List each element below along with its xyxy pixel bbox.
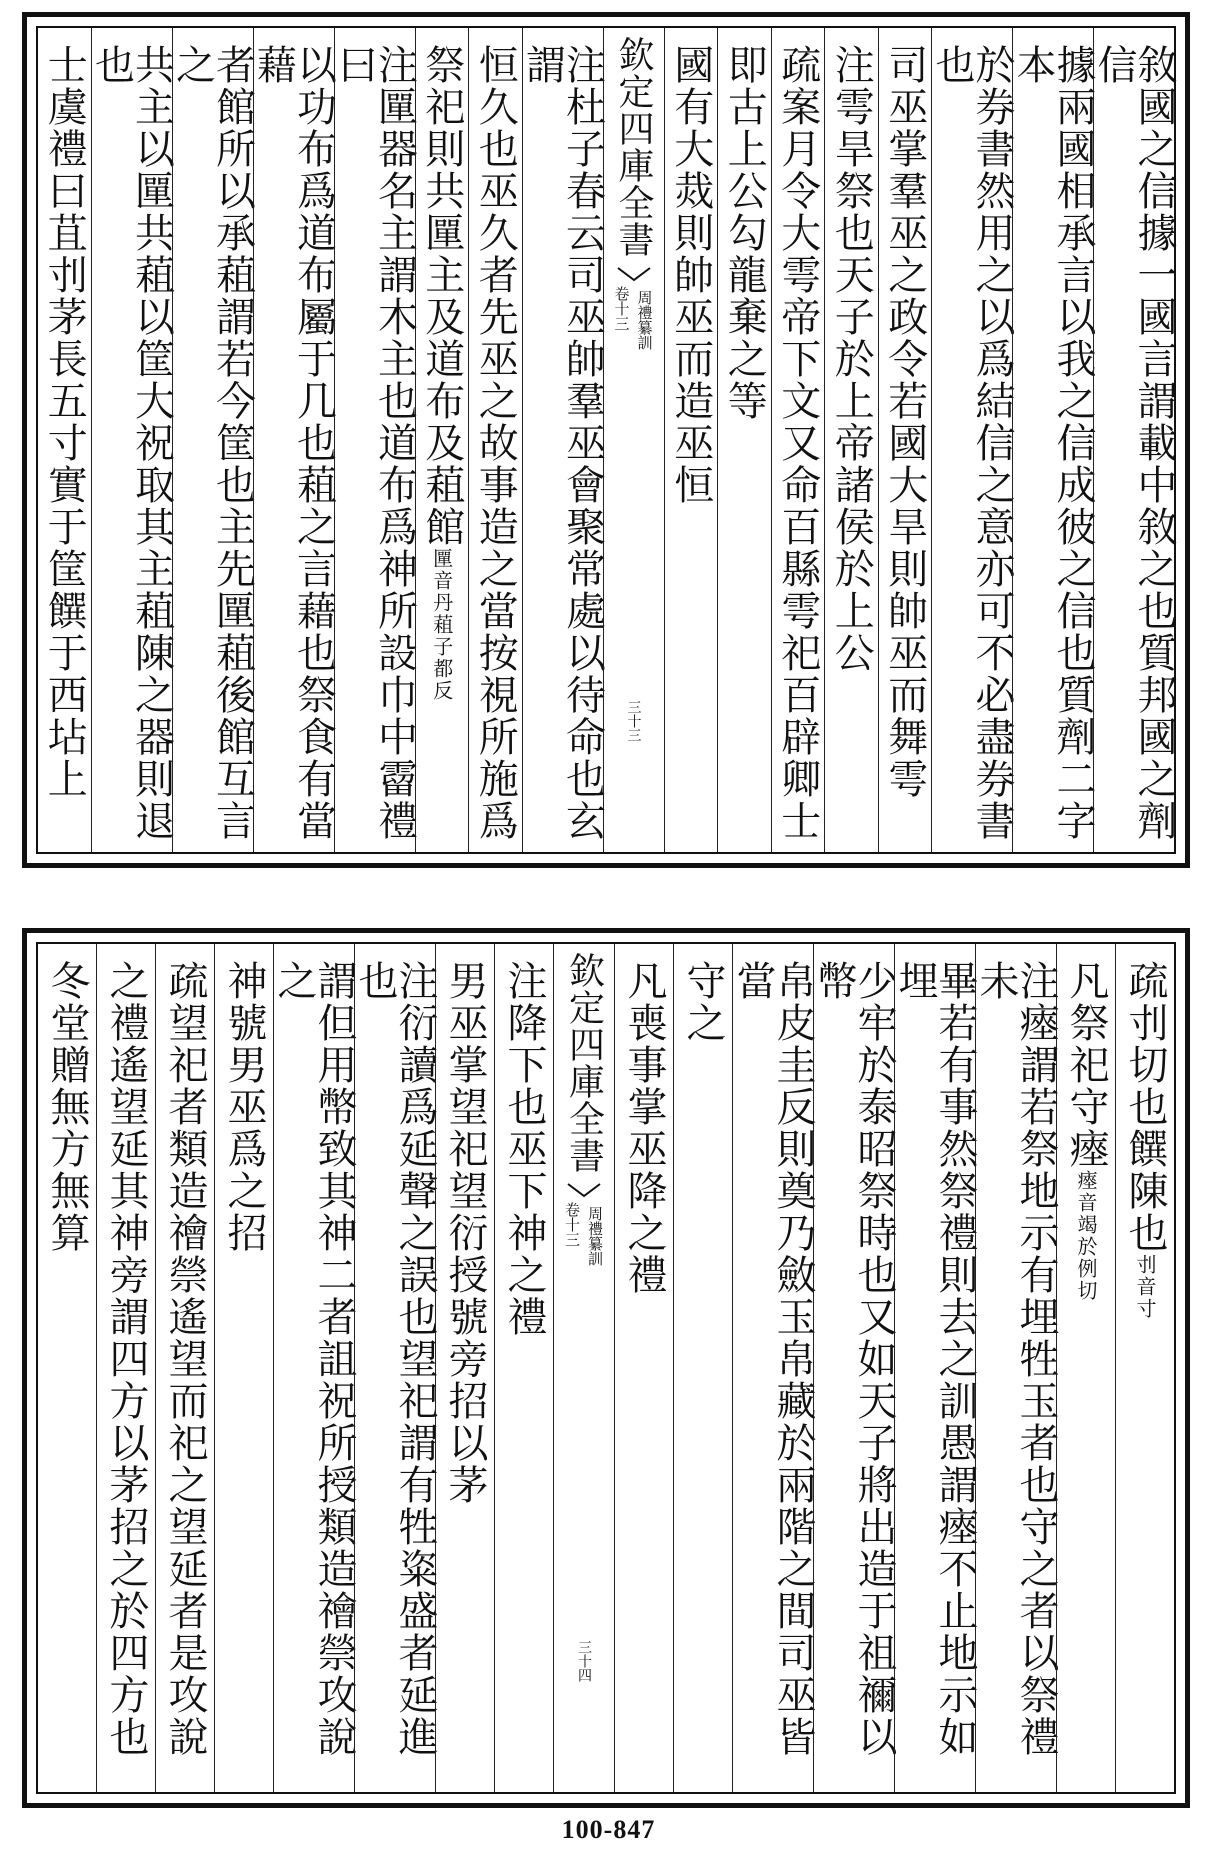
text-column <box>664 28 718 852</box>
text-column <box>38 28 91 852</box>
text-columns <box>38 944 1174 1792</box>
main-text: 凡祭祀守瘞 <box>1063 960 1109 1170</box>
text-column <box>415 28 469 852</box>
page-footer-number: 100-847 <box>561 1815 656 1844</box>
text-column <box>331 28 418 852</box>
text-column <box>435 944 494 1792</box>
text-column <box>169 28 256 852</box>
main-text: 疏刌切也饌陳也 <box>1122 960 1168 1254</box>
page-frame <box>36 26 1176 854</box>
book-title: 周禮纂訓 <box>635 290 654 350</box>
main-text: 敘國之信據一國言謂載中敘之也質邦國之劑信 <box>1091 44 1177 842</box>
main-text: 即古上公勾龍棄之等 <box>721 44 768 422</box>
column-text <box>352 960 438 1792</box>
text-column <box>811 944 897 1792</box>
text-column <box>494 944 553 1792</box>
column-text <box>44 960 90 1792</box>
main-text: 畢若有事然祭禮則去之訓愚謂瘞不止地示如埋 <box>892 960 978 1758</box>
text-column <box>673 944 732 1792</box>
column-text <box>519 44 606 852</box>
main-text: 男巫掌望祀望衍授號旁招以茅 <box>442 960 488 1506</box>
column-text <box>162 960 208 1792</box>
column-text <box>621 960 667 1792</box>
main-text: 恒久也巫久者先巫之故事造之當按視所施爲 <box>472 44 519 842</box>
folio-number: 三十三 <box>625 700 642 742</box>
column-text <box>41 44 88 852</box>
column-text <box>501 960 547 1792</box>
column-text <box>721 44 768 852</box>
collection-title: 欽定四庫全書 <box>563 952 605 1174</box>
text-column <box>929 28 1015 852</box>
column-text <box>250 44 337 852</box>
fishtail-mark-icon <box>617 266 651 282</box>
column-text <box>1091 44 1177 852</box>
text-column <box>519 28 606 852</box>
text-column <box>824 28 878 852</box>
annotation-note: 瘞音竭於例切 <box>1074 1170 1098 1302</box>
collection-title: 欽定四庫全書 <box>613 36 654 258</box>
text-column <box>468 28 522 852</box>
column-text <box>881 44 928 852</box>
text-column <box>730 944 816 1792</box>
volume-label: 卷十三 <box>612 286 631 331</box>
text-column <box>271 944 357 1792</box>
main-text: 祭祀則共匰主及道布及蒩館 <box>418 44 465 548</box>
column-text <box>892 960 978 1792</box>
column-text <box>221 960 267 1792</box>
fishtail-mark-icon <box>567 1182 601 1198</box>
main-text: 注降下也巫下神之禮 <box>501 960 547 1338</box>
page-frame <box>36 942 1176 1794</box>
center-fold-column <box>553 944 614 1792</box>
page-panel-bottom <box>22 928 1190 1808</box>
main-text: 以功布爲道布屬于几也蒩之言藉也祭食有當藉 <box>250 44 337 842</box>
text-column <box>1091 28 1177 852</box>
text-column <box>88 28 175 852</box>
column-text <box>774 44 821 852</box>
main-text: 守之 <box>680 960 726 1044</box>
column-text <box>271 960 357 1792</box>
main-text: 之禮遙望延其神旁謂四方以茅招之於四方也 <box>103 960 149 1758</box>
main-text: 注匰器名主謂木主也道布爲神所設巾中霤禮曰 <box>331 44 418 842</box>
annotation-note: 刌音寸 <box>1133 1254 1157 1320</box>
text-column <box>155 944 214 1792</box>
text-columns <box>38 28 1177 852</box>
column-text <box>1063 960 1109 1792</box>
main-text: 注衍讀爲延聲之誤也望祀謂有牲粢盛者延進也 <box>352 960 438 1758</box>
main-text: 冬堂贈無方無算 <box>44 960 90 1254</box>
column-text <box>103 960 149 1792</box>
column-text <box>680 960 726 1792</box>
main-text: 注瘞謂若祭地示有埋牲玉者也守之者以祭禮未 <box>973 960 1059 1758</box>
column-text <box>331 44 418 852</box>
column-text <box>730 960 816 1792</box>
main-text: 士虞禮曰苴刌茅長五寸實于筐饌于西坫上 <box>41 44 88 800</box>
center-fold-column <box>603 28 664 852</box>
folio-number: 三十四 <box>576 1640 592 1682</box>
text-column <box>973 944 1059 1792</box>
text-column <box>250 28 337 852</box>
text-column <box>96 944 155 1792</box>
text-column <box>878 28 932 852</box>
main-text: 凡喪事掌巫降之禮 <box>621 960 667 1296</box>
main-text: 共主以匰共蒩以筐大祝取其主蒩陳之器則退也 <box>88 44 175 842</box>
main-text: 謂但用幣致其神二者詛祝所授類造禬禜攻說之 <box>271 960 357 1758</box>
text-column <box>717 28 771 852</box>
main-text: 疏望祀者類造禬禜遙望而祀之望延者是攻說 <box>162 960 208 1758</box>
main-text: 國有大烖則帥巫而造巫恒 <box>667 44 714 506</box>
main-text: 注雩旱祭也天子於上帝諸侯於上公 <box>828 44 875 674</box>
text-column <box>38 944 96 1792</box>
page-panel-top <box>22 12 1190 868</box>
column-text <box>828 44 875 852</box>
column-text <box>1122 960 1168 1792</box>
text-column <box>771 28 825 852</box>
column-text <box>929 44 1015 852</box>
column-text <box>973 960 1059 1792</box>
text-column <box>1056 944 1115 1792</box>
text-column <box>352 944 438 1792</box>
column-text <box>667 44 714 852</box>
text-column <box>1010 28 1096 852</box>
main-text: 疏案月令大雩帝下文又命百縣雩祀百辟卿士 <box>774 44 821 842</box>
column-text <box>169 44 256 852</box>
annotation-note: 匰音丹蒩子都反 <box>429 548 454 702</box>
column-text <box>811 960 897 1792</box>
column-text <box>1010 44 1096 852</box>
column-text <box>472 44 519 852</box>
text-column <box>1115 944 1174 1792</box>
main-text: 於券書然用之以爲結信之意亦可不必盡券書也 <box>929 44 1015 842</box>
column-text <box>442 960 488 1792</box>
column-text <box>88 44 175 852</box>
text-column <box>892 944 978 1792</box>
main-text: 神號男巫爲之招 <box>221 960 267 1254</box>
volume-label: 卷十三 <box>563 1202 581 1247</box>
main-text: 據兩國相承言以我之信成彼之信也質劑二字本 <box>1010 44 1096 842</box>
text-column <box>614 944 673 1792</box>
main-text: 帛皮圭反則奠乃斂玉帛藏於兩階之間司巫皆當 <box>730 960 816 1758</box>
column-text <box>418 44 465 852</box>
main-text: 者館所以承蒩謂若今筐也主先匰蒩後館互言之 <box>169 44 256 842</box>
main-text: 注杜子春云司巫帥羣巫會聚常處以待命也玄謂 <box>519 44 606 842</box>
main-text: 司巫掌羣巫之政令若國大旱則帥巫而舞雩 <box>881 44 928 800</box>
book-title: 周禮纂訓 <box>586 1206 604 1266</box>
text-column <box>214 944 273 1792</box>
main-text: 少牢於泰昭祭時也又如天子將出造于祖禰以幣 <box>811 960 897 1758</box>
